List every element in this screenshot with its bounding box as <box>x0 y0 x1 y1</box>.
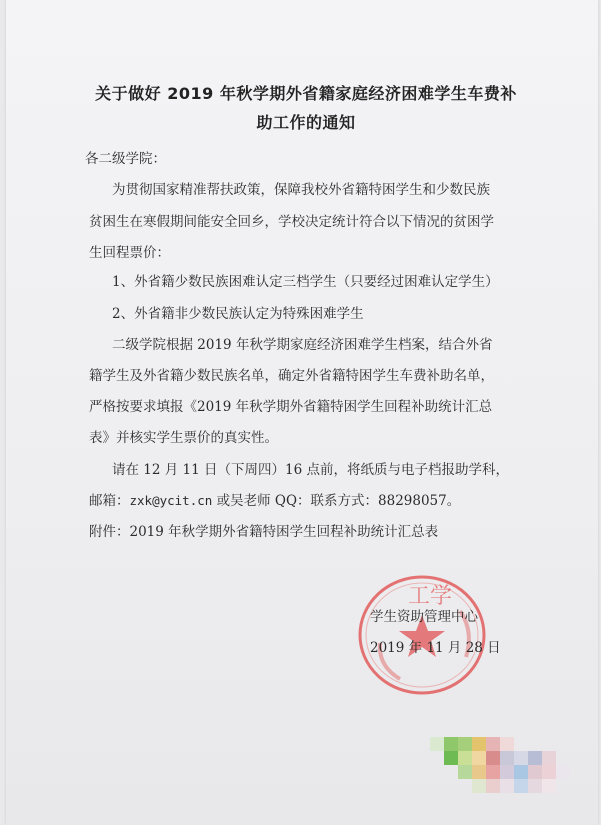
signature-date: 2019 年 11 月 28 日 <box>370 640 501 656</box>
paragraph-1-line-2: 贫困生在寒假期间能安全回乡，学校决定统计符合以下情况的贫困学 <box>89 214 494 230</box>
title-line-2: 助工作的通知 <box>256 113 356 132</box>
attachment-line: 附件：2019 年秋学期外省籍特困学生回程补助统计汇总表 <box>89 524 439 540</box>
seal-text: 工学 <box>408 584 453 609</box>
signature-org: 学生资助管理中心 <box>370 609 478 625</box>
paragraph-1-line-1: 为贯彻国家精准帮扶政策，保障我校外省籍特困学生和少数民族 <box>112 182 490 198</box>
paragraph-2-line-1: 二级学院根据 2019 年秋学期家庭经济困难学生档案，结合外省 <box>112 337 493 353</box>
document-page <box>6 0 598 825</box>
paragraph-2-line-2: 籍学生及外省籍少数民族名单，确定外省籍特困学生车费补助名单， <box>89 368 494 384</box>
paragraph-1-line-3: 生回程票价： <box>89 245 170 261</box>
list-item-1: 1、外省籍少数民族困难认定三档学生（只要经过困难认定学生） <box>112 274 499 290</box>
deadline-line: 请在 12 月 11 日（下周四）16 点前，将纸质与电子档报助学科， <box>112 462 509 478</box>
list-item-2: 2、外省籍非少数民族认定为特殊困难学生 <box>112 306 364 322</box>
salutation: 各二级学院： <box>85 151 166 167</box>
mosaic-watermark <box>430 735 598 825</box>
title-line-1: 关于做好 2019 年秋学期外省籍家庭经济困难学生车费补 <box>95 84 517 103</box>
paragraph-2-line-3: 严格按要求填报《2019 年秋学期外省籍特困学生回程补助统计汇总 <box>89 399 493 415</box>
email-line <box>89 489 460 509</box>
paragraph-2-line-4: 表》并核实学生票价的真实性。 <box>89 430 278 446</box>
document-title <box>46 79 566 137</box>
email-address: zxk@ycit.cn <box>129 493 213 508</box>
email-prefix: 邮箱： <box>89 493 130 509</box>
email-suffix: 或吴老师 QQ：联系方式：88298057。 <box>212 493 461 509</box>
